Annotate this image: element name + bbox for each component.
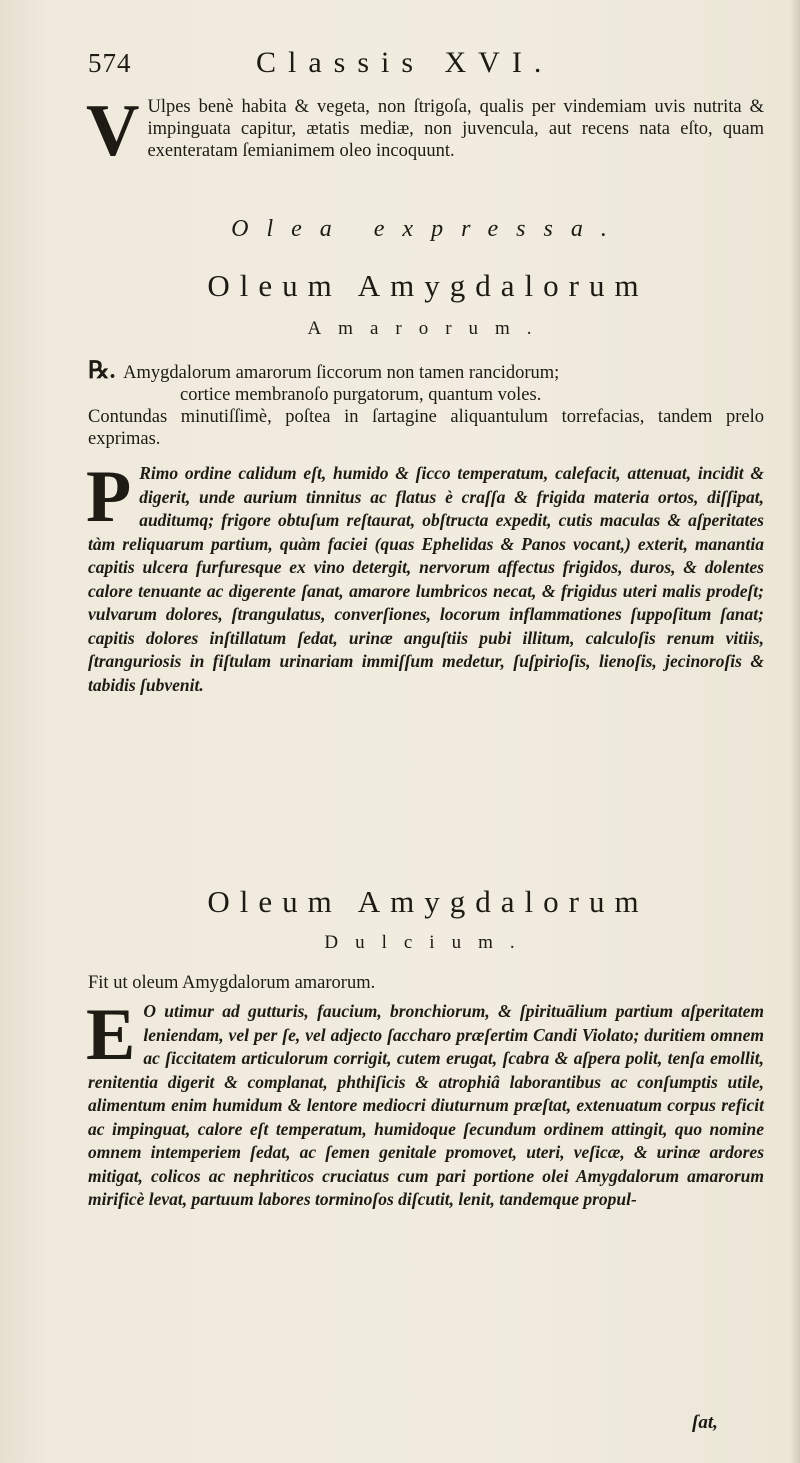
intro-text: Ulpes benè habita & vegeta, non ſtrigoſa, qualis per vindemiam uvis nutrita & impinguata capitur, ætatis mediæ, non juvencula, aut recens nata eſto, quam exenteratam ſemianimem oleo incoquunt.: [147, 97, 764, 161]
recipe1-virtues-text: Rimo ordine calidum eſt, humido & ſicco temperatum, calefacit, attenuat, incidit & digerit, unde aurium tinnitus ac flatus è craſſa & frigida materia ortos, diſſipat, auditumq; frigore obtuſum reſtaurat, obſtructa expedit, cutis maculas & aſperitates tàm reliquarum partium, quàm faciei (quas Ephelidas & Panos vocant,) exterit, manantia capitis ulcera furfuresque ex vino detergit, nervorum affectus frigidos, duros, & dolentes calore tenuante ac digerente ſanat, amarore lumbricos necat, & frigidus uteri malis prodeſt; vulvarum dolores, ſtrangulatus, converſiones, locorum inflammationes ſuppoſitum ſanat; capitis dolores inſtillatum ſedat, urinæ anguſtiis pubi illitum, calculoſis renum vitiis, ſtranguriosis in fiſtulam urinariam immiſſum medetur, ſuſpirioſis, lienoſis, jecinoroſis & tabidis ſubvenit.: [88, 463, 764, 695]
recipe1-line1: [88, 360, 764, 384]
page-gutter-shadow: [790, 0, 800, 1463]
section-title: Olea expressa.: [231, 216, 625, 242]
drop-cap: E: [86, 994, 136, 1076]
recipe1-line3: Contundas minutiſſimè, poſtea in ſartagine aliquantulum torrefacias, tandem prelo exprimas.: [88, 407, 764, 449]
recipe1-prescription: [88, 360, 764, 450]
recipe-rx-symbol: ℞.: [88, 358, 116, 384]
recipe1-title: Oleum Amygdalorum: [207, 268, 649, 303]
recipe1-subtitle: Amarorum.: [307, 318, 549, 339]
recipe1-virtues: [86, 456, 764, 697]
page-header: [88, 46, 768, 82]
recipe2-title: Oleum Amygdalorum: [207, 884, 649, 919]
running-head: Classis XVI.: [256, 46, 554, 79]
recipe2-subtitle: Dulcium.: [324, 932, 532, 953]
recipe2-virtues-text: O utimur ad gutturis, faucium, bronchiorum, & ſpirituālium partium aſperitatem leniendam, vel per ſe, vel adjecto ſaccharo præſertim Candi Violato; duritiem omnem ac ſiccitatem articulorum corrigit, cutem erugat, ſcabra & aſpera polit, tenſa emollit, renitentia digerit & complanat, phthiſicis & atrophiâ laborantibus ac conſumptis utile, alimentum enim humidum & lentore mediocri diuturnum præſtat, extenuatum corpus reficit ac impinguat, calore eſt temperatum, humidoque ſecundum ordinem attingit, quo nomine omnem intemperiem ſedat, ac ſemen genitale promovet, uteri, veſicæ, & urinæ ardores mitigat, colicos ac nephriticos cruciatus cum pari portione olei Amygdalorum amarorum mirificè levat, partuum labores torminoſos diſcutit, lenit, tandemque propul-: [88, 1001, 764, 1209]
catchword: ſat,: [692, 1412, 718, 1433]
recipe1-line2: cortice membranoſo purgatorum, quantum voles.: [180, 385, 542, 405]
recipe2-virtues: [86, 994, 764, 1212]
recipe2-line1: Fit ut oleum Amygdalorum amarorum.: [88, 973, 376, 993]
drop-cap: P: [86, 456, 132, 538]
recipe1-ingredient: Amygdalorum amarorum ſiccorum non tamen rancidorum;: [123, 363, 560, 383]
page-number: 574: [88, 48, 132, 78]
intro-paragraph: [86, 90, 764, 172]
drop-cap: V: [86, 90, 140, 172]
